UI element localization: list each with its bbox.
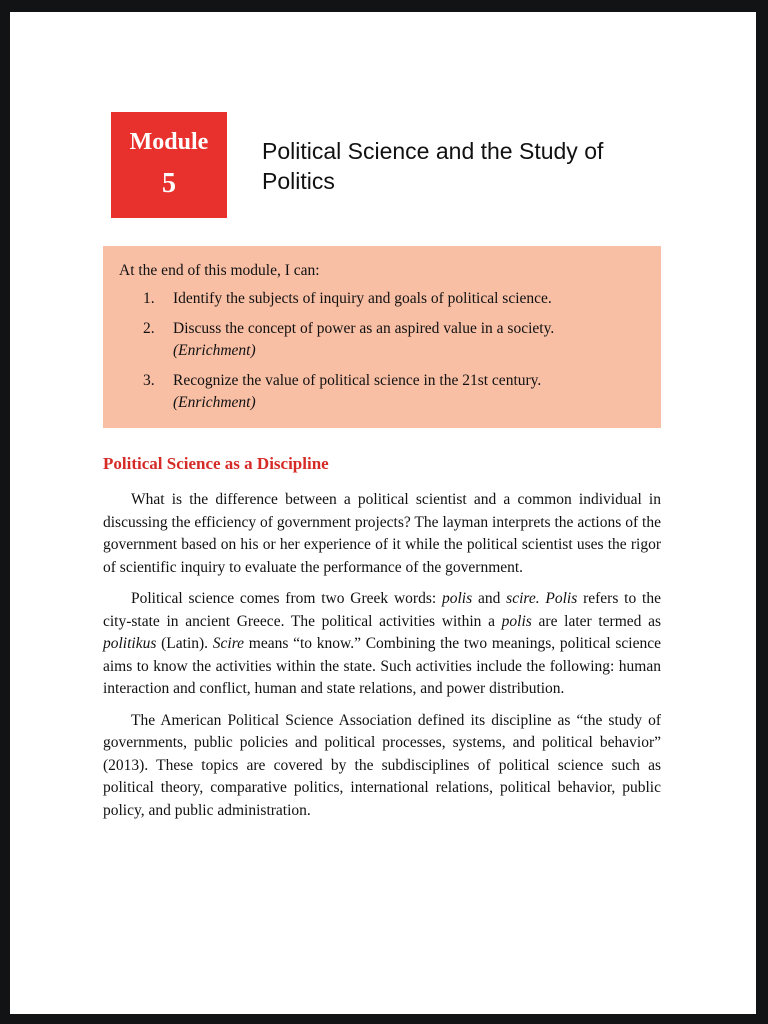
greek-term: Scire xyxy=(212,635,245,652)
paragraph: The American Political Science Association defined its discipline as “the study of governments, public policies and political processes, systems, and political behavior” (2013). These topics are covered by the subdisciplines of political science such as political theory, comparative politics, international relations, political behavior, public policy, and public administration. xyxy=(103,711,661,819)
greek-term: Polis xyxy=(545,590,578,607)
objective-text xyxy=(173,288,647,310)
objective-item xyxy=(143,318,647,362)
objective-text-main: Recognize the value of political science in the 21st century. xyxy=(173,372,542,389)
learning-objectives-box xyxy=(103,246,661,428)
module-title: Political Science and the Study of Politics xyxy=(262,138,604,194)
document-page xyxy=(10,12,756,1014)
objective-item xyxy=(143,288,647,310)
greek-term: polis xyxy=(501,612,532,630)
objective-number: 3. xyxy=(143,372,155,389)
objective-text-main: Identify the subjects of inquiry and goals of political science. xyxy=(173,290,552,307)
text-run: refers to the city-state in ancient Greece. The political activities within a xyxy=(103,590,661,630)
objective-item xyxy=(143,370,647,414)
module-number: 5 xyxy=(162,168,176,199)
section-heading: Political Science as a Discipline xyxy=(103,454,329,473)
objectives-intro: At the end of this module, I can: xyxy=(119,262,320,279)
objectives-list xyxy=(143,288,647,422)
objective-note: (Enrichment) xyxy=(173,342,256,359)
objective-text xyxy=(173,370,647,414)
module-badge xyxy=(111,112,227,218)
objective-number: 2. xyxy=(143,320,155,337)
objective-note: (Enrichment) xyxy=(173,394,256,411)
module-label: Module xyxy=(129,129,209,155)
text-run: Political science comes from two Greek words: xyxy=(131,590,442,607)
greek-term: polis xyxy=(441,590,473,607)
paragraph xyxy=(103,588,661,701)
objective-text-main: Discuss the concept of power as an aspired value in a society. xyxy=(173,320,555,337)
section-body xyxy=(103,489,661,831)
latin-term: politikus xyxy=(103,635,157,652)
greek-term: scire. xyxy=(506,590,540,607)
text-run: (Latin). xyxy=(156,635,213,652)
text-run: and xyxy=(472,590,507,607)
objective-text xyxy=(173,318,647,362)
text-run: means “to know.” Combining the two meanings, political science aims to know the activities within the state. Such activities include the following: human interaction and conflict, human and state relations, and power distribution. xyxy=(103,635,661,697)
paragraph: What is the difference between a political scientist and a common individual in discussing the efficiency of government projects? The layman interprets the actions of the government based on his or her experience of it while the political scientist uses the rigor of scientific inquiry to evaluate the performance of the government. xyxy=(103,491,661,576)
objective-number: 1. xyxy=(143,290,155,307)
text-run: are later termed as xyxy=(531,612,662,630)
